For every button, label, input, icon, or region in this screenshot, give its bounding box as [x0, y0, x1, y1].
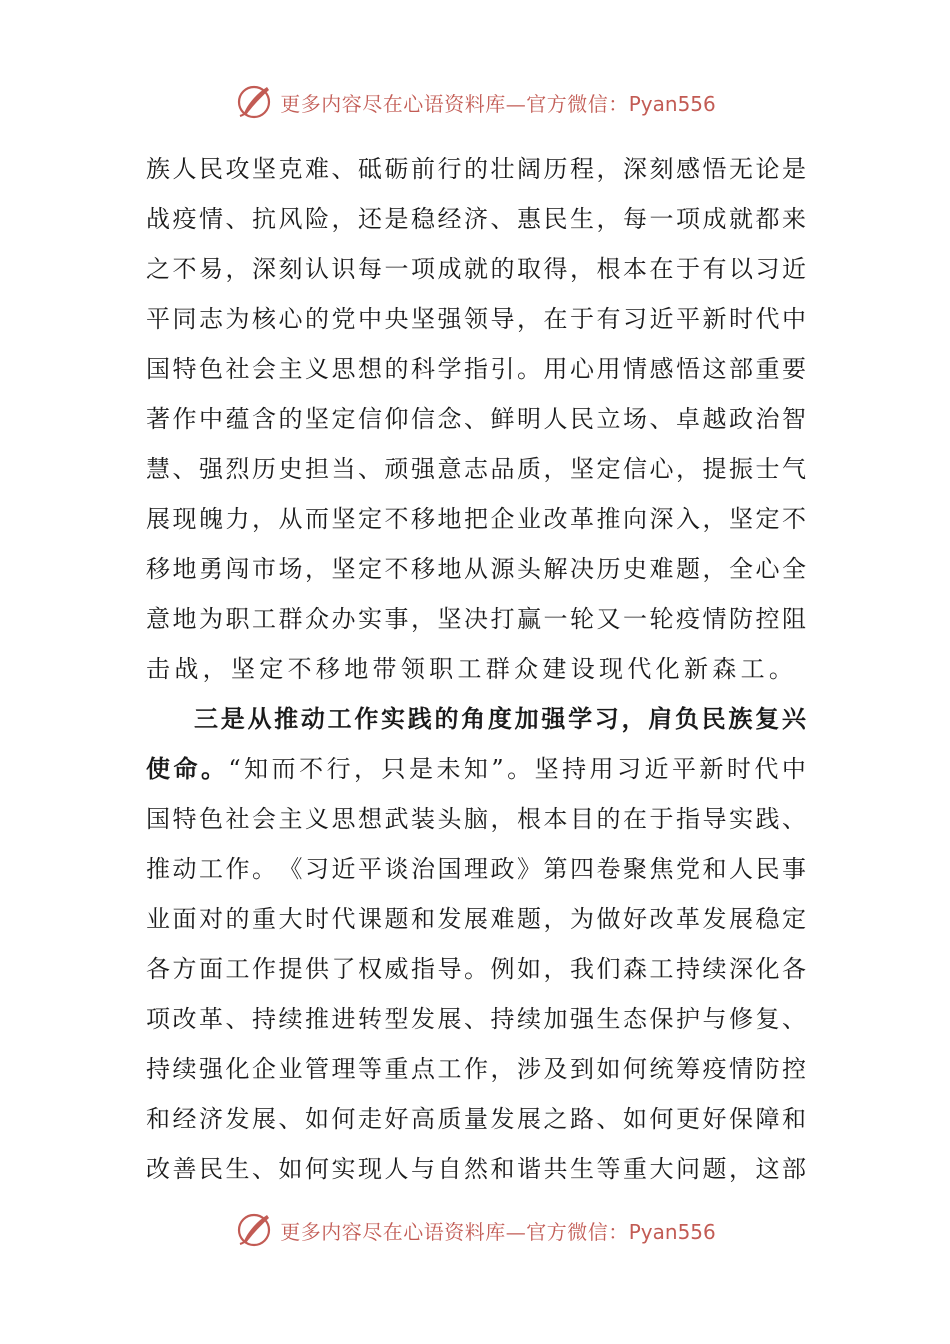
text-line: 慧 、 强 烈 历 史 担 当 、 顽 强 意 志 品 质 ， 坚 定 信 心 ， 提 振 士 气 [146, 455, 806, 483]
text-line: 和 经 济 发 展 、 如 何 走 好 高 质 量 发 展 之 路 、 如 何 更 好 保 障 和 [146, 1105, 806, 1133]
text-line: 著 作 中 蕴 含 的 坚 定 信 仰 信 念 、 鲜 明 人 民 立 场 、 卓 越 政 治 智 [146, 405, 806, 433]
text-line: 业 面 对 的 重 大 时 代 课 题 和 发 展 难 题 ， 为 做 好 改 革 发 展 稳 定 [146, 905, 806, 933]
text-line: 改 善 民 生 、 如 何 实 现 人 与 自 然 和 谐 共 生 等 重 大 问 题 ， 这 部 [146, 1155, 806, 1183]
text-line: 移 地 勇 闯 市 场 ， 坚 定 不 移 地 从 源 头 解 决 历 史 难 题 ， 全 心 全 [146, 555, 806, 583]
text-line: 意 地 为 职 工 群 众 办 实 事 ， 坚 决 打 赢 一 轮 又 一 轮 疫 情 防 控 阻 [146, 605, 806, 633]
text-line: 战 疫 情 、 抗 风 险 ， 还 是 稳 经 济 、 惠 民 生 ， 每 一 项 成 就 都 来 [146, 205, 806, 233]
text-line: 项 改 革 、 持 续 推 进 转 型 发 展 、 持 续 加 强 生 态 保 护 与 修 复 、 [146, 1005, 806, 1033]
pen-circle-logo-icon [234, 82, 274, 122]
footer-watermark [0, 1208, 950, 1252]
document-body [146, 144, 806, 1194]
text-line: 族 人 民 攻 坚 克 难 、 砥 砺 前 行 的 壮 阔 历 程 ， 深 刻 感 悟 无 论 是 [146, 155, 806, 183]
watermark-text: 更多内容尽在心语资料库—官方微信：Pyan556 [280, 91, 716, 116]
text-line: 平 同 志 为 核 心 的 党 中 央 坚 强 领 导 ， 在 于 有 习 近 平 新 时 代 中 [146, 305, 806, 333]
text-line: 三 是 从 推 动 工 作 实 践 的 角 度 加 强 学 习 ， 肩 负 民 族 复 兴 [194, 705, 806, 733]
pen-circle-logo-icon [234, 1210, 274, 1250]
text-line: 展 现 魄 力 ， 从 而 坚 定 不 移 地 把 企 业 改 革 推 向 深 入 ， 坚 定 不 [146, 505, 806, 533]
text-line: 击 战 ， 坚 定 不 移 地 带 领 职 工 群 众 建 设 现 代 化 新 森 工 。 [146, 655, 798, 683]
text-line: 使 命 。 “ 知 而 不 行 ， 只 是 未 知 ” 。 坚 持 用 习 近 平 新 时 代 中 [146, 755, 806, 783]
text-line: 国 特 色 社 会 主 义 思 想 武 装 头 脑 ， 根 本 目 的 在 于 指 导 实 践 、 [146, 805, 806, 833]
text-line: 各 方 面 工 作 提 供 了 权 威 指 导 。 例 如 ， 我 们 森 工 持 续 深 化 各 [146, 955, 806, 983]
text-line: 推 动 工 作 。 《 习 近 平 谈 治 国 理 政 》 第 四 卷 聚 焦 党 和 人 民 事 [146, 855, 806, 883]
watermark-text: 更多内容尽在心语资料库—官方微信：Pyan556 [280, 1219, 716, 1244]
text-line: 国 特 色 社 会 主 义 思 想 的 科 学 指 引 。 用 心 用 情 感 悟 这 部 重 要 [146, 355, 806, 383]
text-line: 持 续 强 化 企 业 管 理 等 重 点 工 作 ， 涉 及 到 如 何 统 筹 疫 情 防 控 [146, 1055, 806, 1083]
text-line: 之 不 易 ， 深 刻 认 识 每 一 项 成 就 的 取 得 ， 根 本 在 于 有 以 习 近 [146, 255, 806, 283]
header-watermark [0, 80, 950, 124]
